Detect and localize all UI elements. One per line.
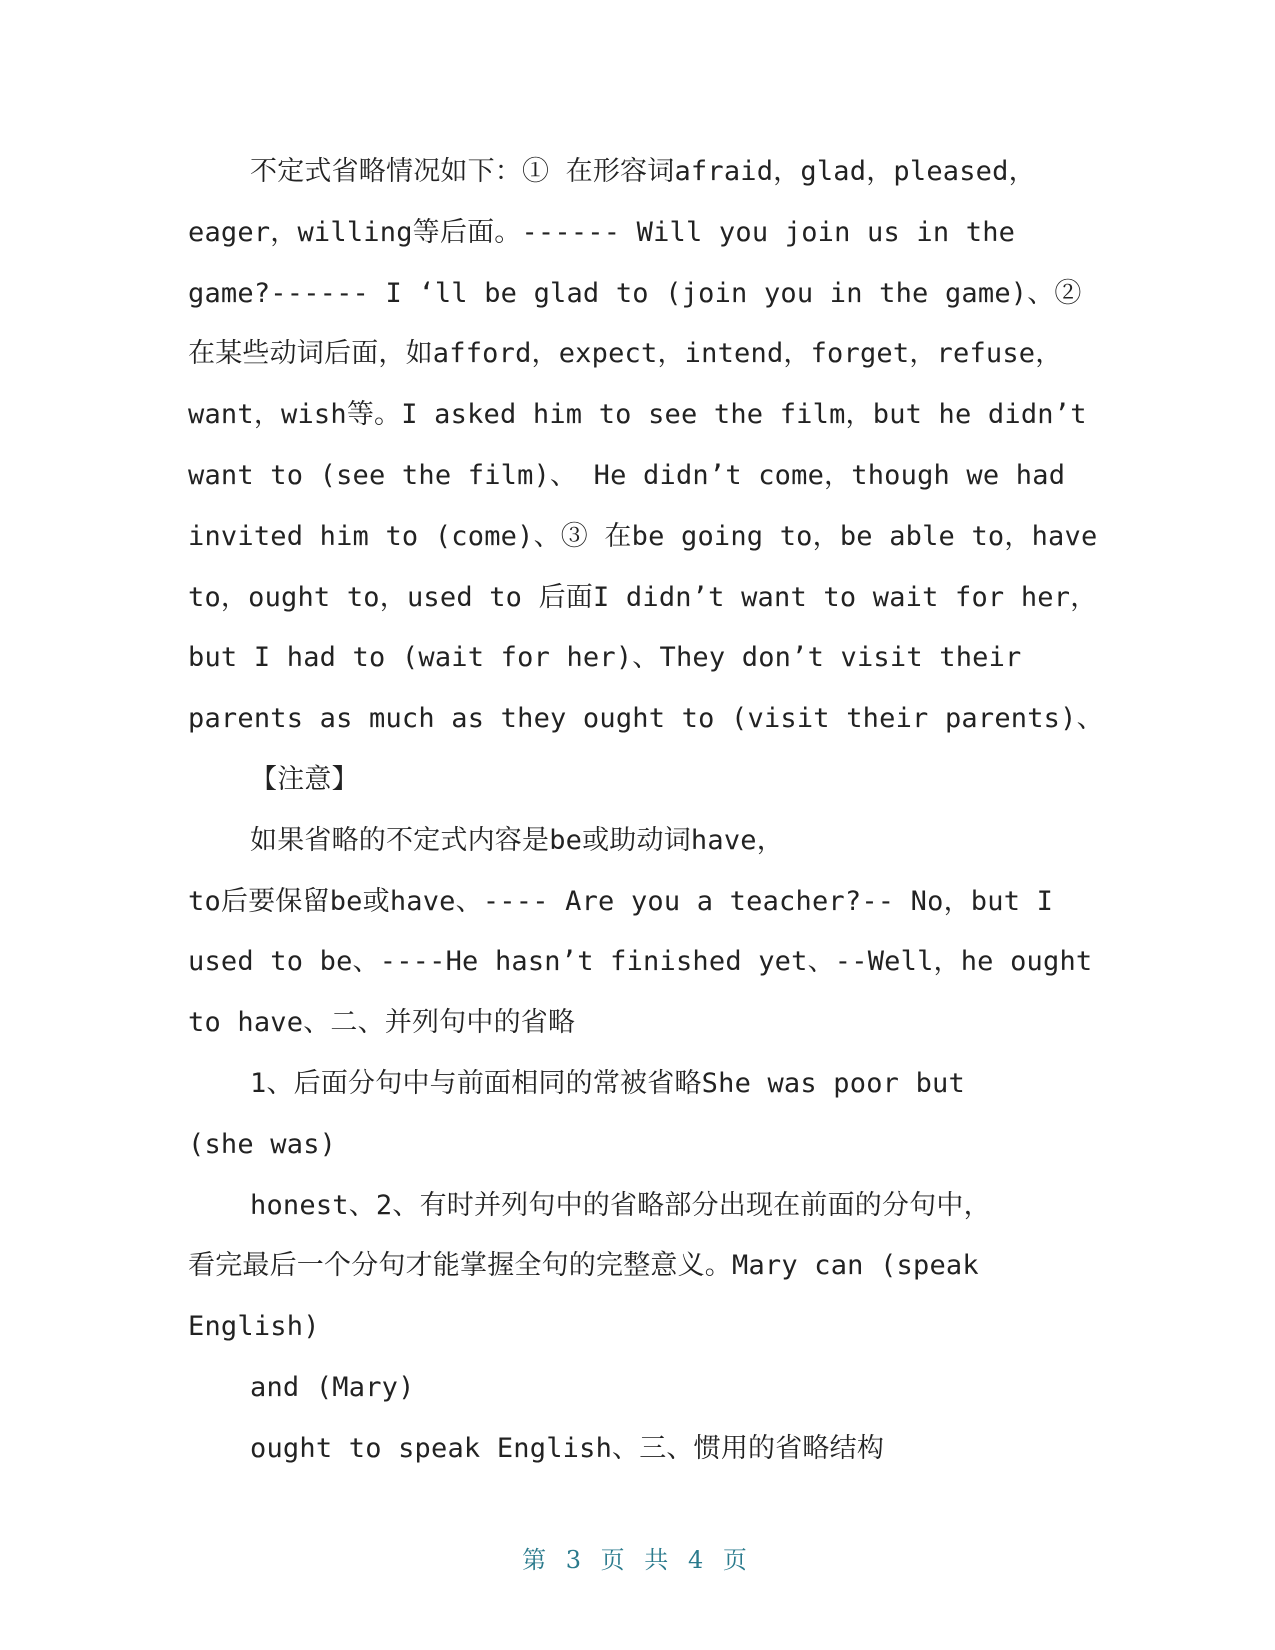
text-line: 看完最后一个分句才能掌握全句的完整意义。Mary can (speak (188, 1250, 979, 1282)
text-line: 不定式省略情况如下：① 在形容词afraid，glad，pleased， (250, 156, 1036, 187)
note-heading: 【注意】 (250, 763, 359, 795)
text-line: used to be、----He hasn’t finished yet、--Well，he ought (188, 946, 1093, 978)
text-line: (she was) (188, 1128, 337, 1160)
text-line: eager，willing等后面。------ Will you join us in the (188, 216, 1016, 248)
text-line: want to (see the film)、 He didn’t come，though we had (188, 459, 1066, 491)
text-line: 如果省略的不定式内容是be或助动词have， (250, 824, 784, 856)
text-line: invited him to (come)、③ 在be going to，be able to，have (188, 520, 1098, 552)
text-line: game?------ I ‘ll be glad to (join you in the game)、② (188, 277, 1082, 309)
text-line: to have、二、并列句中的省略 (188, 1007, 576, 1039)
text-line: English) (188, 1311, 320, 1343)
text-line: want，wish等。I asked him to see the film，but he didn’t (188, 399, 1087, 431)
text-line: to后要保留be或have、---- Are you a teacher?-- No，but I (188, 885, 1054, 917)
text-line: honest、2、有时并列句中的省略部分出现在前面的分句中， (250, 1189, 991, 1221)
text-line: ought to speak English、三、惯用的省略结构 (250, 1432, 885, 1464)
text-line: but I had to (wait for her)、They don’t visit their (188, 642, 1022, 674)
text-line: parents as much as they ought to (visit their parents)、 (188, 703, 1104, 735)
page-number-footer: 第 3 页 共 4 页 (522, 1546, 753, 1574)
text-line: 在某些动词后面，如afford，expect，intend，forget，refuse， (188, 338, 1063, 370)
document-body (188, 142, 1104, 1480)
text-line: 1、后面分句中与前面相同的常被省略She was poor but (250, 1067, 965, 1099)
text-line: to，ought to，used to 后面I didn’t want to wait for her， (188, 581, 1098, 613)
text-line: and (Mary) (250, 1371, 415, 1403)
